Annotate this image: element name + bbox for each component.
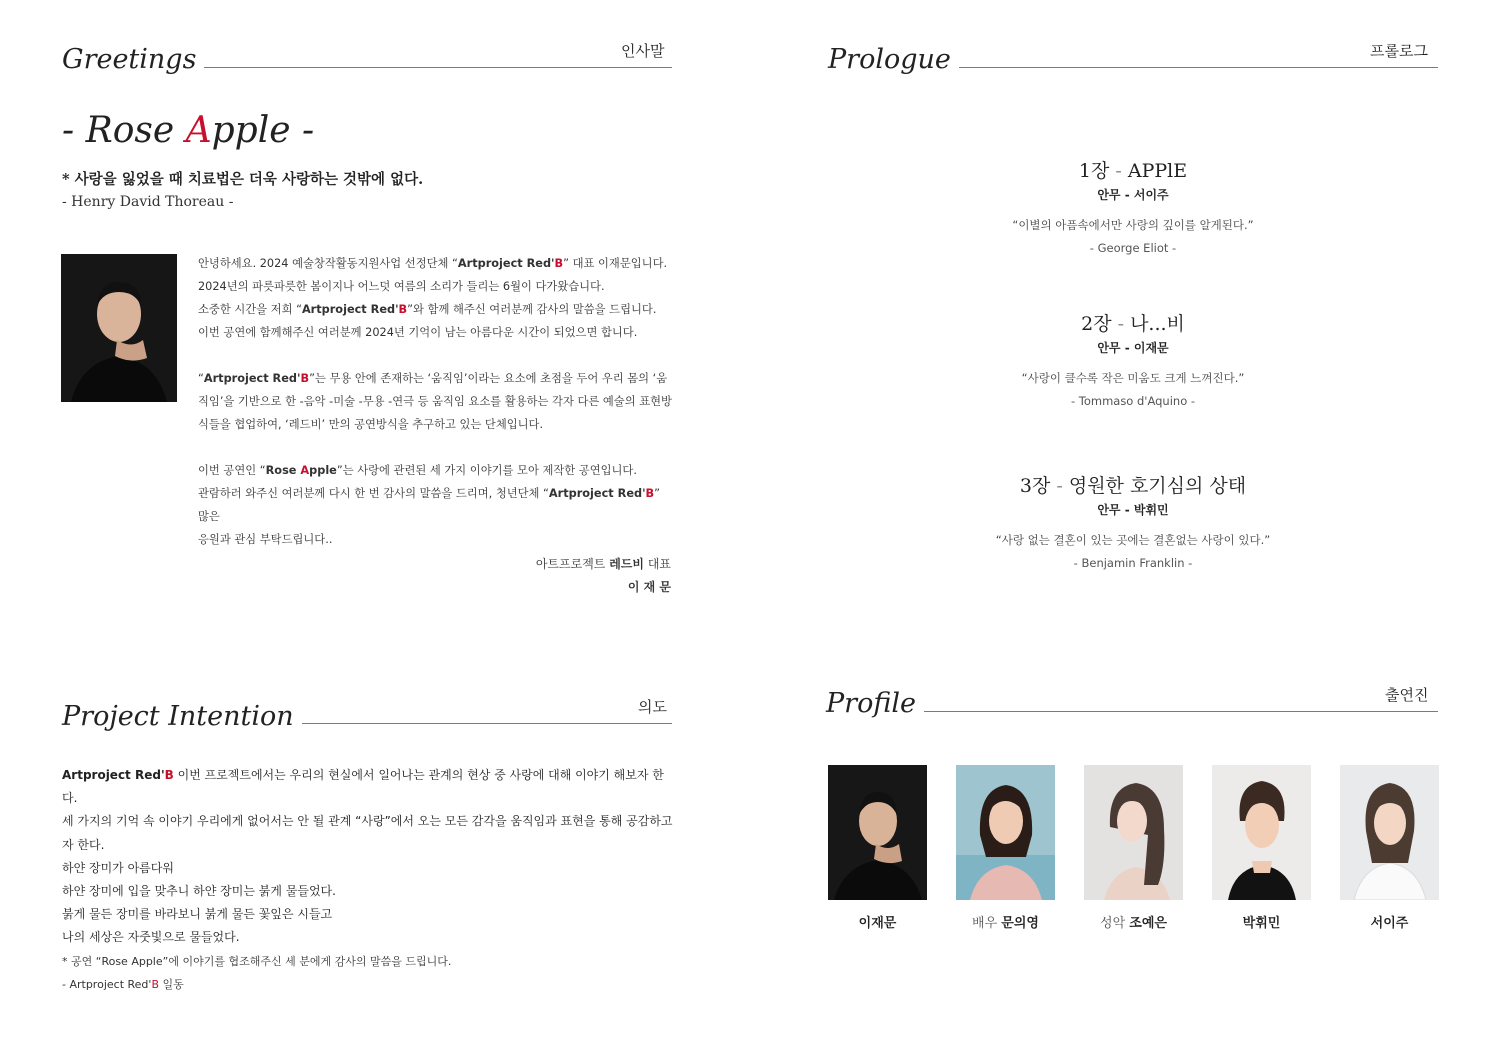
chapter-number: 2장 bbox=[1081, 313, 1112, 335]
text-segment: ” 많은 bbox=[198, 487, 661, 523]
profile-person: 박휘민 bbox=[1242, 916, 1281, 931]
profile-name bbox=[1340, 912, 1439, 931]
greeting-body bbox=[198, 252, 674, 574]
text-segment: 2024년의 파릇파릇한 봄이지나 어느덧 여름의 소리가 들리는 6월이 다가왔습니다. bbox=[198, 280, 605, 293]
intention-title: Project Intention bbox=[62, 701, 302, 733]
chapter-name: APPlE bbox=[1127, 160, 1188, 182]
chapter-1 bbox=[900, 158, 1366, 255]
chapter-quote: “이별의 아픔속에서만 사랑의 깊이를 알게된다.” bbox=[1012, 218, 1254, 232]
profile-name bbox=[828, 912, 927, 931]
intention-line-4: 하얀 장미에 입을 맞추니 하얀 장미는 붉게 물들었다. bbox=[62, 884, 336, 899]
portrait-image bbox=[1340, 765, 1439, 900]
text-segment: 대표 bbox=[644, 557, 671, 571]
portrait-image bbox=[956, 765, 1055, 900]
portrait-image bbox=[828, 765, 927, 900]
intention-note-1: * 공연 “Rose Apple”에 이야기를 협조해주신 세 분에게 감사의 말씀을 드립니다. bbox=[62, 955, 452, 968]
org-accent: B bbox=[164, 768, 174, 782]
org-name-kor: 레드비 bbox=[609, 557, 644, 571]
chapter-quote-author: - George Eliot - bbox=[1089, 241, 1177, 255]
profile-title-kor: 출연진 bbox=[1385, 686, 1429, 704]
profile-card bbox=[956, 765, 1055, 931]
show-title-prefix: - Rose bbox=[62, 110, 186, 151]
show-title-accent: A bbox=[185, 110, 212, 151]
chapter-number: 1장 bbox=[1078, 160, 1110, 182]
org-accent: B bbox=[398, 303, 408, 316]
intention-line-1 bbox=[62, 764, 677, 810]
intention-line-2: 세 가지의 기억 속 이야기 우리에게 없어서는 안 될 관계 “사랑”에서 오는 모든 감각을 움직임과 표현을 통해 공감하고자 한다. bbox=[62, 814, 673, 852]
chapter-title bbox=[900, 158, 1366, 184]
director-photo bbox=[61, 254, 177, 402]
text-segment: 이번 공연에 함께해주신 여러분께 2024년 기억이 남는 아름다운 시간이 되었으면 합니다. bbox=[198, 326, 638, 339]
org-name: Artproject Red' bbox=[457, 257, 555, 270]
text-segment: 안녕하세요. 2024 예술창작활동지원사업 선정단체 “ bbox=[198, 257, 458, 270]
portrait-image bbox=[1084, 765, 1183, 900]
greeting-paragraph-2 bbox=[198, 367, 674, 436]
profile-photo bbox=[828, 765, 927, 900]
chapter-quote: “사랑이 클수록 작은 미움도 크게 느껴진다.” bbox=[1021, 371, 1245, 385]
text-segment: 이번 프로젝트에서는 우리의 현실에서 일어나는 관계의 현상 중 사랑에 대해 이야기 해보자 한다. bbox=[62, 768, 664, 806]
org-accent: B bbox=[300, 372, 310, 385]
profile-photo bbox=[956, 765, 1055, 900]
profile-card bbox=[1084, 765, 1183, 931]
profile-title: Profile bbox=[826, 688, 924, 720]
profile-card bbox=[1212, 765, 1311, 931]
text-segment: 응원과 관심 부탁드립니다.. bbox=[198, 533, 333, 546]
profile-person: 조예은 bbox=[1129, 916, 1167, 931]
org-name: Artproject Red' bbox=[548, 487, 646, 500]
profile-card bbox=[1340, 765, 1439, 931]
greetings-title-kor: 인사말 bbox=[621, 42, 665, 60]
chapter-title bbox=[900, 473, 1366, 499]
signature-line bbox=[536, 555, 671, 572]
profile-name bbox=[956, 912, 1055, 931]
profile-rule bbox=[910, 711, 1438, 712]
text-segment: 일동 bbox=[158, 978, 184, 991]
intention-note bbox=[62, 950, 451, 996]
profile-role: 성악 bbox=[1100, 916, 1130, 931]
show-title bbox=[62, 110, 314, 151]
chapter-choreographer: 안무 - 이재문 bbox=[1097, 341, 1169, 355]
intention-line-5: 붉게 물든 장미를 바라보니 붉게 물든 꽃잎은 시들고 bbox=[62, 907, 333, 922]
text-segment: ”는 무용 안에 존재하는 ‘움직임’이라는 요소에 초점을 두어 우리 몸의 ‘움직임’을 기반으로 한 -음악 -미술 -무용 -연극 등 움직임 요소를 활용하는 각자 다른 예술의 표현방식들을 협업하여, ‘레드비’ 만의 공연방식을 추구하고 있는 단체입니다. bbox=[198, 372, 672, 431]
greetings-title: Greetings bbox=[62, 44, 204, 76]
show-title-suffix: pple - bbox=[211, 110, 315, 151]
chapter-quote: “사랑 없는 결혼이 있는 곳에는 결혼없는 사랑이 있다.” bbox=[995, 533, 1271, 547]
show-name: pple bbox=[309, 464, 337, 477]
prologue-title-kor: 프롤로그 bbox=[1370, 42, 1428, 60]
greetings-rule bbox=[175, 67, 672, 68]
greeting-paragraph-1 bbox=[198, 252, 674, 344]
chapter-number: 3장 bbox=[1019, 475, 1051, 497]
profile-role: 배우 bbox=[972, 916, 1002, 931]
chapter-choreographer: 안무 - 서이주 bbox=[1097, 188, 1169, 202]
greeting-quote: * 사랑을 잃었을 때 치료법은 더욱 사랑하는 것밖에 없다. bbox=[62, 171, 424, 188]
greeting-paragraph-3 bbox=[198, 459, 674, 551]
intention-line-6: 나의 세상은 자줏빛으로 물들었다. bbox=[62, 930, 240, 945]
text-segment: 아트프로젝트 bbox=[535, 557, 610, 571]
chapter-separator: - bbox=[1111, 313, 1131, 335]
show-name-accent: A bbox=[300, 464, 310, 477]
profile-card bbox=[828, 765, 927, 931]
chapter-name: 나...비 bbox=[1130, 313, 1185, 335]
org-name: Artproject Red' bbox=[62, 768, 165, 782]
chapter-separator: - bbox=[1109, 160, 1128, 182]
org-name: - Artproject Red' bbox=[62, 978, 152, 991]
intention-note-2 bbox=[62, 973, 451, 996]
text-segment: 소중한 시간을 저희 “ bbox=[198, 303, 302, 316]
chapter-quote-author: - Tommaso d'Aquino - bbox=[1070, 394, 1196, 408]
intention-line-3: 하얀 장미가 아름다워 bbox=[62, 860, 174, 875]
text-segment: ”는 사랑에 관련된 세 가지 이야기를 모아 제작한 공연입니다. bbox=[336, 464, 637, 477]
org-name: Artproject Red' bbox=[203, 372, 301, 385]
signature-name: 이 재 문 bbox=[627, 580, 671, 594]
text-segment: 이번 공연인 “ bbox=[198, 464, 266, 477]
org-name: Artproject Red' bbox=[301, 303, 399, 316]
chapter-separator: - bbox=[1050, 475, 1069, 497]
profile-photo bbox=[1340, 765, 1439, 900]
profile-person: 이재문 bbox=[858, 916, 897, 931]
intention-title-kor: 의도 bbox=[638, 698, 667, 716]
org-accent: B bbox=[151, 978, 159, 991]
text-segment: “ bbox=[198, 372, 204, 385]
prologue-rule bbox=[938, 67, 1438, 68]
chapter-quote-author: - Benjamin Franklin - bbox=[1073, 556, 1193, 570]
intention-rule bbox=[253, 723, 672, 724]
text-segment: 관람하러 와주신 여러분께 다시 한 번 감사의 말씀을 드리며, 청년단체 “ bbox=[198, 487, 549, 500]
profile-name bbox=[1084, 912, 1183, 931]
org-accent: B bbox=[645, 487, 655, 500]
chapter-3 bbox=[900, 473, 1366, 570]
profile-person: 문의영 bbox=[1001, 916, 1039, 931]
text-segment: ” 대표 이재문입니다. bbox=[563, 257, 668, 270]
org-accent: B bbox=[554, 257, 564, 270]
chapter-2 bbox=[900, 311, 1366, 408]
chapter-title bbox=[900, 311, 1366, 337]
profile-photo bbox=[1084, 765, 1183, 900]
portrait-image bbox=[61, 254, 177, 402]
text-segment: ”와 함께 해주신 여러분께 감사의 말씀을 드립니다. bbox=[407, 303, 657, 316]
greeting-quote-author: - Henry David Thoreau - bbox=[62, 194, 234, 210]
profile-photo bbox=[1212, 765, 1311, 900]
portrait-image bbox=[1212, 765, 1311, 900]
prologue-title: Prologue bbox=[828, 44, 959, 76]
chapter-name: 영원한 호기심의 상태 bbox=[1068, 475, 1247, 497]
profile-name bbox=[1212, 912, 1311, 931]
chapter-choreographer: 안무 - 박휘민 bbox=[1097, 503, 1169, 517]
show-name: Rose bbox=[265, 464, 301, 477]
profile-person: 서이주 bbox=[1370, 916, 1409, 931]
intention-body bbox=[62, 764, 677, 950]
